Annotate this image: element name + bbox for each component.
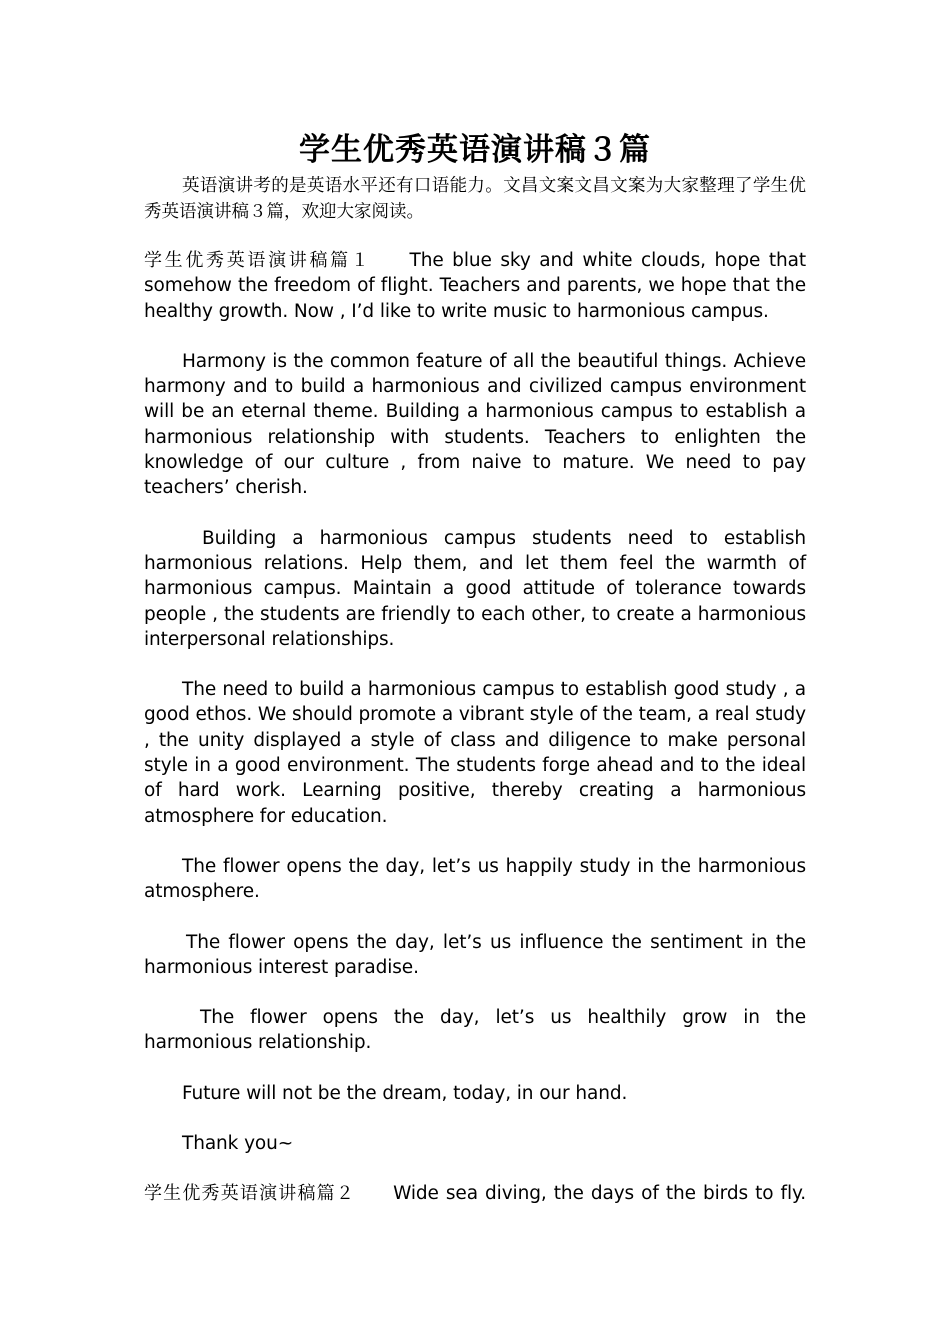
page-title: 学生优秀英语演讲稿３篇 [299, 132, 651, 168]
document-body [144, 173, 806, 1232]
speech-2-paragraph-1: Wide sea diving, the days of the birds to fly. [393, 1183, 806, 1205]
speech-1-paragraph-1: The blue sky and white clouds, hope that somehow the freedom of flight. Teachers and parents, we hope that the healthy growth. Now , I’d like to write music to harmonious campus. [144, 250, 806, 322]
speech-1-heading: 学生优秀英语演讲稿篇１ [144, 250, 372, 271]
speech-1-paragraph-8: Future will not be the dream, today, in our hand. [182, 1082, 628, 1104]
speech-1-paragraph-9: Thank you~ [182, 1133, 294, 1155]
speech-1-first-paragraph [144, 248, 806, 324]
speech-1-paragraph-7: The flower opens the day, let’s us healthily grow in the harmonious relationship. [144, 1007, 806, 1054]
speech-2-heading: 学生优秀英语演讲稿篇２ [144, 1183, 356, 1205]
speech-1-paragraph-4: The need to build a harmonious campus to establish good study , a good ethos. We should promote a vibrant style of the team, a real study , the unity displayed a style of class and diligence to make personal style in a good environment. The students forge ahead and to the ideal of hard work. Learning positive, thereby creating a harmonious atmosphere for education. [144, 679, 807, 827]
speech-1-paragraph-5: The flower opens the day, let’s us happily study in the harmonious atmosphere. [144, 855, 806, 903]
speech-1-paragraph-3: Building a harmonious campus students need to establish harmonious relations. Help them, and let them feel the warmth of harmonious campus. Maintain a good attitude of tolerance towards people , the students are friendly to each other, to create a harmonious interpersonal relationships. [144, 527, 806, 650]
speech-2-first-paragraph [144, 1181, 806, 1206]
speech-1-paragraph-6: The flower opens the day, let’s us influence the sentiment in the harmonious interest paradise. [144, 931, 806, 978]
intro-paragraph: 英语演讲考的是英语水平还有口语能力。文昌文案文昌文案为大家整理了学生优秀英语演讲稿３篇，欢迎大家阅读。 [144, 176, 806, 222]
speech-1-paragraph-2: Harmony is the common feature of all the beautiful things. Achieve harmony and to build a harmonious and civilized campus environment will be an eternal theme. Building a harmonious campus to establish a harmonious relationship with students. Teachers to enlighten the knowledge of our culture , from naive to mature. We need to pay teachers’ cherish. [144, 350, 806, 499]
